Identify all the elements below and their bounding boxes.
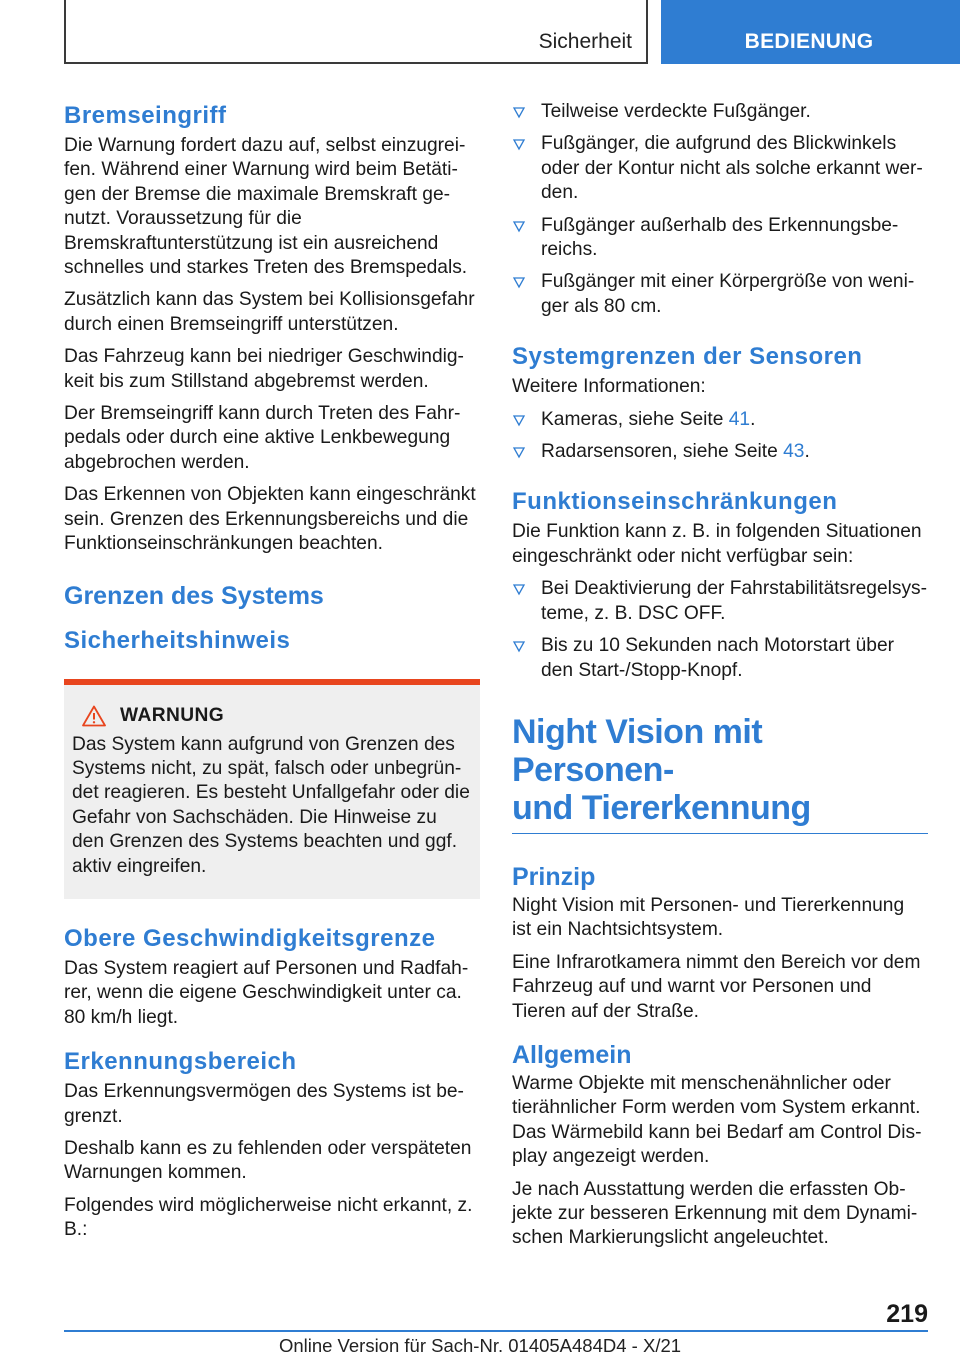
triangle-bullet-icon: [512, 412, 526, 428]
footer-divider: [64, 1330, 928, 1332]
triangle-bullet-icon: [512, 581, 526, 597]
warning-text: Das System kann aufgrund von Grenzen des Systems nicht, zu spät, falsch oder unbegrün‐ det reagieren. Es besteht Unfallgefahr oder die Gefahr von Sachschäden. Die Hinweise zu den Grenzen des Systems beachten und ggf. aktiv eingreifen.: [72, 733, 470, 877]
heading-obere-geschwindigkeitsgrenze: Obere Geschwindigkeitsgrenze: [64, 924, 436, 952]
page-link-41[interactable]: 41: [728, 408, 751, 430]
heading-allgemein: Allgemein: [512, 1040, 632, 1069]
list-item: Bis zu 10 Sekunden nach Motorstart über den Start-/Stopp-Knopf.: [512, 634, 928, 683]
header-section-box: [64, 0, 648, 64]
paragraph: Eine Infrarotkamera nimmt den Bereich vor dem Fahrzeug auf und warnt vor Personen und Tieren auf der Straße.: [512, 951, 921, 1022]
heading-funktionseinschraenkungen: Funktionseinschränkungen: [512, 488, 838, 516]
paragraph: Weitere Informationen:: [512, 376, 706, 398]
paragraph: Je nach Ausstattung werden die erfassten Ob‐ jekte zur besseren Erkennung mit dem Dynami‐ schen Markierungslicht angeleuchtet.: [512, 1178, 918, 1249]
header-chapter-box: [661, 0, 960, 64]
paragraph: Der Bremseingriff kann durch Treten des Fahr‐ pedals oder durch eine aktive Lenkbewegung abgebrochen werden.: [64, 403, 461, 473]
warning-box: [64, 679, 480, 899]
header-chapter-title: BEDIENUNG: [744, 30, 874, 53]
list-item: Fußgänger mit einer Körpergröße von weni‐ ger als 80 cm.: [512, 270, 928, 319]
chapter-heading-line1: Night Vision mit Personen‐: [512, 712, 763, 789]
chapter-heading-block: [512, 713, 928, 834]
triangle-bullet-icon: [512, 274, 526, 290]
list-item: Radarsensoren, siehe Seite 43.: [512, 440, 928, 464]
triangle-bullet-icon: [512, 218, 526, 234]
paragraph: Das Erkennen von Objekten kann eingeschränkt sein. Grenzen des Erkennungsbereichs und die Funktionseinschränkungen beachten.: [64, 484, 476, 555]
heading-grenzen: Grenzen des Systems: [64, 581, 324, 610]
list-item: Kameras, siehe Seite 41.: [512, 408, 928, 432]
heading-systemgrenzen-sensoren: Systemgrenzen der Sensoren: [512, 343, 863, 371]
paragraph: Die Warnung fordert dazu auf, selbst einzugrei‐ fen. Während einer Warnung wird beim Betäti‐ gen der Bremse die maximale Bremskraft ge‐ nutzt. Voraussetzung für die Bremskraftunterstützung ist ein ausreichend schnelles und starkes Treten des Bremspedals.: [64, 135, 468, 279]
paragraph: Das Erkennungsvermögen des Systems ist be‐ grenzt.: [64, 1081, 464, 1127]
left-column: [64, 100, 480, 1251]
paragraph: Die Funktion kann z. B. in folgenden Situationen eingeschränkt oder nicht verfügbar sein:: [512, 521, 922, 567]
triangle-bullet-icon: [512, 136, 526, 152]
list-item: Fußgänger außerhalb des Erkennungsbe‐ reichs.: [512, 214, 928, 263]
paragraph: Das System reagiert auf Personen und Radfah‐ rer, wenn die eigene Geschwindigkeit unter ca. 80 km/h liegt.: [64, 957, 469, 1028]
heading-sicherheitshinweis: Sicherheitshinweis: [64, 626, 291, 654]
paragraph: Night Vision mit Personen- und Tiererkennung ist ein Nachtsichtsystem.: [512, 894, 905, 941]
list-item: Fußgänger, die aufgrund des Blickwinkels oder der Kontur nicht als solche erkannt wer‐ den.: [512, 132, 928, 205]
right-column: [512, 100, 928, 1259]
paragraph: Folgendes wird möglicherweise nicht erkannt, z. B.:: [64, 1194, 473, 1241]
triangle-bullet-icon: [512, 638, 526, 654]
paragraph: Das Fahrzeug kann bei niedriger Geschwindig‐ keit bis zum Stillstand abgebremst werden.: [64, 346, 464, 392]
heading-erkennungsbereich: Erkennungsbereich: [64, 1048, 297, 1076]
bullet-list-not-detected: [512, 100, 928, 319]
chapter-heading-line2: und Tiererkennung: [512, 788, 811, 827]
paragraph: Warme Objekte mit menschenähnlicher oder tierähnlicher Form werden vom System erkannt. Das Wärmebild kann bei Bedarf am Control Dis‐ play angezeigt werden.: [512, 1072, 922, 1168]
bullet-list-restrictions: [512, 577, 928, 683]
footer-text: Online Version für Sach-Nr. 01405A484D4 - X/21: [278, 1335, 682, 1356]
paragraph: Zusätzlich kann das System bei Kollisionsgefahr durch einen Bremseingriff unterstützen.: [64, 289, 475, 335]
header-section-title: Sicherheit: [538, 30, 632, 53]
heading-prinzip: Prinzip: [512, 862, 596, 891]
warning-title: WARNUNG: [120, 704, 225, 726]
list-item: Bei Deaktivierung der Fahrstabilitätsregelsys‐ teme, z. B. DSC OFF.: [512, 577, 928, 626]
page-link-43[interactable]: 43: [783, 441, 805, 463]
list-item: Teilweise verdeckte Fußgänger.: [512, 100, 928, 124]
page-number: 219: [886, 1300, 928, 1328]
paragraph: Deshalb kann es zu fehlenden oder verspäteten Warnungen kommen.: [64, 1137, 472, 1184]
heading-bremseingriff: Bremseingriff: [64, 102, 227, 129]
triangle-bullet-icon: [512, 104, 526, 120]
triangle-bullet-icon: [512, 444, 526, 460]
bullet-list-links: [512, 408, 928, 465]
warning-triangle-icon: [82, 705, 106, 727]
warning-header: [72, 705, 470, 727]
